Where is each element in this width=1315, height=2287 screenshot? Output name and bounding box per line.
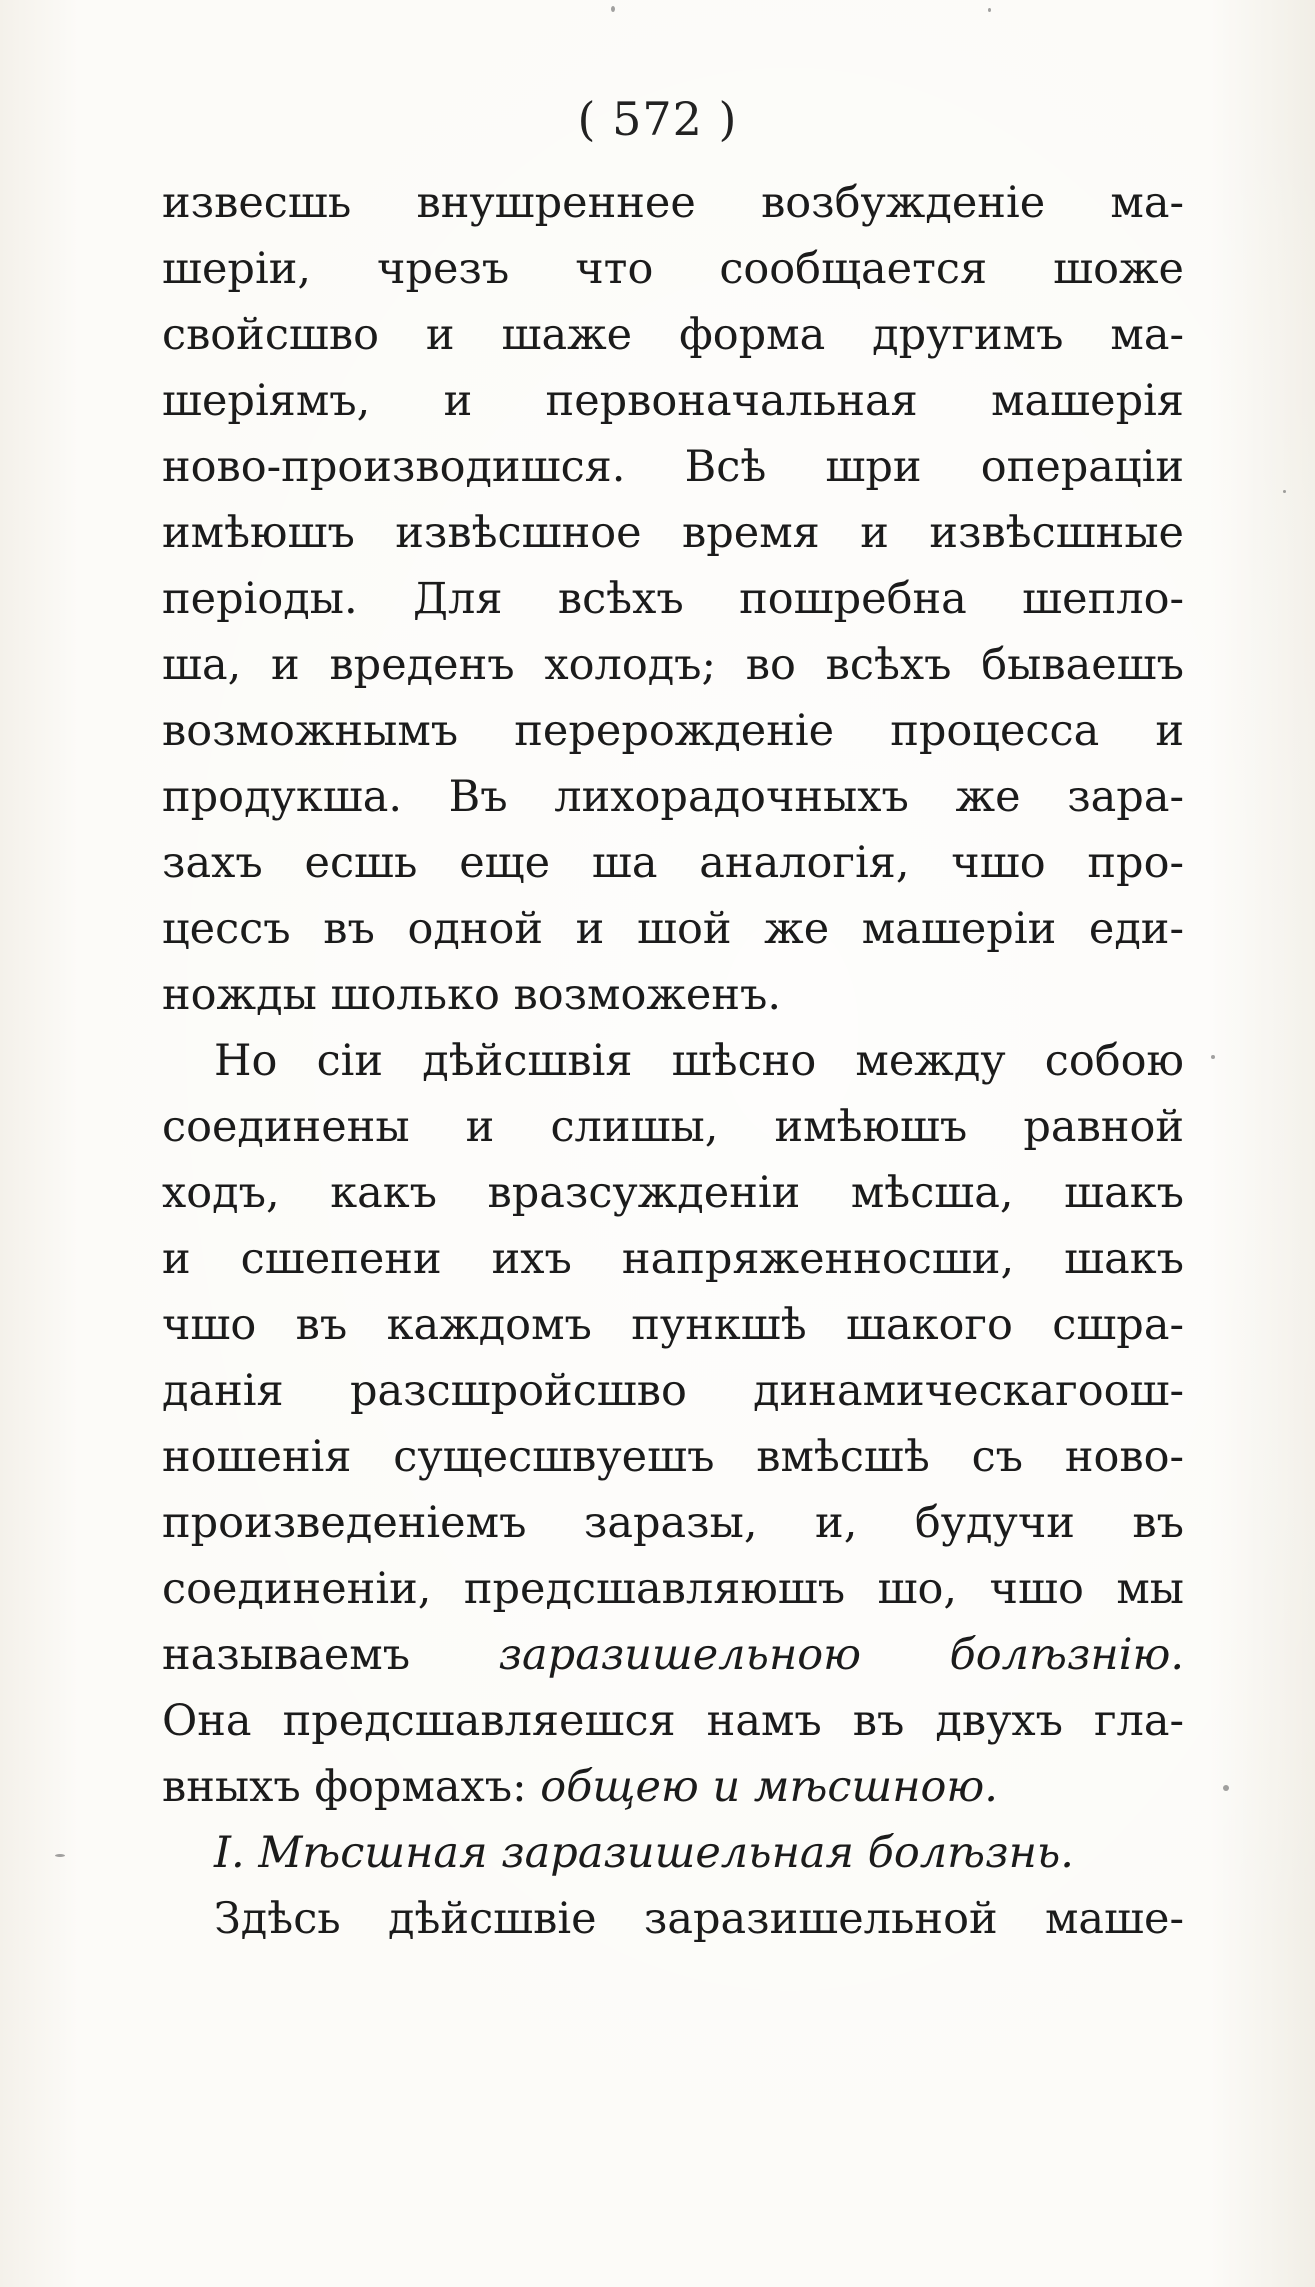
text-line	[162, 764, 1184, 830]
line-text: соединеніи, предсшавляюшъ шо, чшо мы	[162, 1564, 1184, 1614]
line-text: чшо въ каждомъ пункшѣ шакого сшра-	[162, 1300, 1184, 1350]
text-line	[162, 1886, 1184, 1952]
line-text: и сшепени ихъ напряженносши, шакъ	[162, 1234, 1184, 1284]
text-line	[162, 1622, 1184, 1688]
text-line	[162, 302, 1184, 368]
line-text: имѣюшъ извѣсшное время и извѣсшные	[162, 508, 1184, 558]
text-line	[162, 1556, 1184, 1622]
emphasized-text: заразишельною болѣзнію.	[498, 1630, 1185, 1680]
line-text: шеріи, чрезъ что сообщается шоже	[162, 244, 1184, 294]
text-line	[162, 830, 1184, 896]
line-text: произведеніемъ заразы, и, будучи въ	[162, 1498, 1184, 1548]
text-line	[162, 434, 1184, 500]
page-number: ( 572 )	[577, 92, 738, 146]
text-line	[162, 698, 1184, 764]
text-line	[162, 1688, 1184, 1754]
line-text: Здѣсь дѣйсшвіе заразишельной маше-	[214, 1894, 1184, 1944]
text-line	[162, 632, 1184, 698]
line-text: періоды. Для всѣхъ пошребна шепло-	[162, 574, 1184, 624]
text-line	[162, 368, 1184, 434]
text-line	[162, 566, 1184, 632]
scan-speck	[988, 8, 991, 12]
text-line	[162, 170, 1184, 236]
line-text: называемъ	[162, 1630, 411, 1680]
line-text: Она предсшавляешся намъ въ двухъ гла-	[162, 1696, 1184, 1746]
scan-speck	[1223, 1785, 1229, 1791]
line-text: ножды шолько возможенъ.	[162, 970, 782, 1020]
scan-speck	[1283, 490, 1286, 493]
text-line	[162, 500, 1184, 566]
line-text: шеріямъ, и первоначальная машерія	[162, 376, 1184, 426]
emphasized-text: общею и мѣсшною.	[540, 1762, 998, 1812]
line-text: ново-производишся. Всѣ шри операціи	[162, 442, 1184, 492]
line-text: возможнымъ перерожденіе процесса и	[162, 706, 1184, 756]
text-line	[162, 236, 1184, 302]
text-line	[162, 1094, 1184, 1160]
line-text: ша, и вреденъ холодъ; во всѣхъ бываешъ	[162, 640, 1184, 690]
section-heading-text: I. Мѣсшная заразишельная болѣзнь.	[214, 1828, 1074, 1878]
text-line	[162, 1358, 1184, 1424]
line-text: ношенія сущесшвуешъ вмѣсшѣ съ ново-	[162, 1432, 1184, 1482]
scan-speck	[55, 1854, 65, 1857]
text-line	[162, 1490, 1184, 1556]
text-line	[162, 896, 1184, 962]
line-text: вныхъ формахъ:	[162, 1762, 527, 1812]
text-line	[162, 962, 1184, 1028]
line-text: захъ есшь еще ша аналогія, чшо про-	[162, 838, 1184, 888]
text-line	[162, 1292, 1184, 1358]
text-line	[162, 1160, 1184, 1226]
line-text: продукша. Въ лихорадочныхъ же зара-	[162, 772, 1184, 822]
text-line	[162, 1028, 1184, 1094]
scan-speck	[1211, 1055, 1215, 1059]
line-text: Но сіи дѣйсшвія шѣсно между собою	[214, 1036, 1184, 1086]
line-text: данія разсшройсшво динамическагоош-	[162, 1366, 1184, 1416]
section-heading	[162, 1820, 1184, 1886]
line-text: свойсшво и шаже форма другимъ ма-	[162, 310, 1184, 360]
line-text: извесшь внушреннее возбужденіе ма-	[162, 178, 1184, 228]
line-text: соединены и слишы, имѣюшъ равной	[162, 1102, 1184, 1152]
text-line	[162, 1754, 1184, 1820]
text-line	[162, 1226, 1184, 1292]
line-text: цессъ въ одной и шой же машеріи еди-	[162, 904, 1184, 954]
body-text	[162, 170, 1184, 1952]
text-line	[162, 1424, 1184, 1490]
line-text: ходъ, какъ вразсужденіи мѣсша, шакъ	[162, 1168, 1184, 1218]
scan-speck	[611, 6, 615, 12]
